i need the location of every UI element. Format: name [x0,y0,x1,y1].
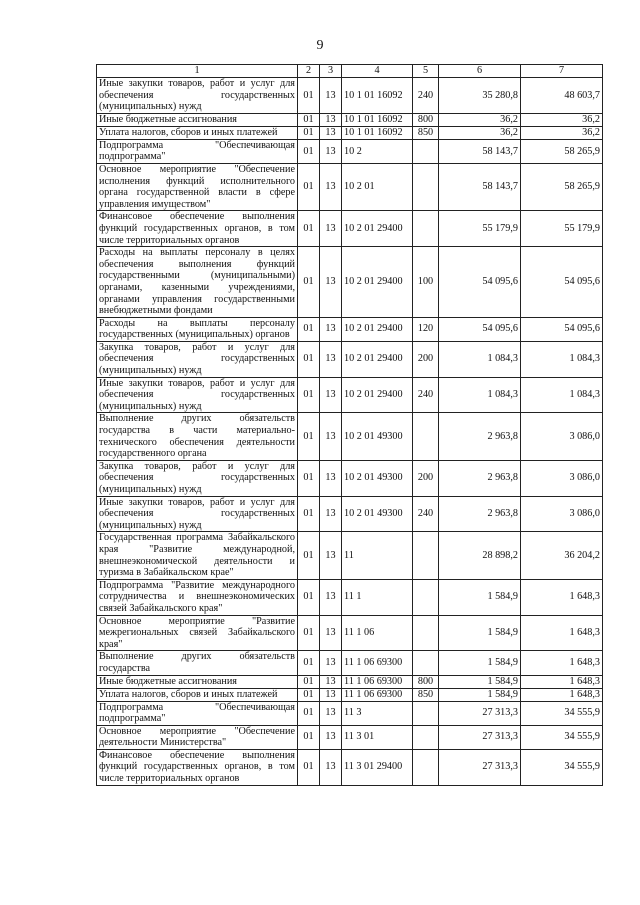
table-row [97,496,603,532]
row-amount-year1: 2 963,8 [439,496,521,532]
row-target-code: 11 1 06 69300 [342,651,413,675]
row-name: Подпрограмма "Развитие международного сотрудничества и внешнеэкономических связей Забайкальского края" [97,579,298,615]
row-section: 01 [298,317,320,341]
table-row [97,651,603,675]
row-target-code: 10 1 01 16092 [342,113,413,126]
table-row [97,675,603,688]
row-amount-year1: 1 584,9 [439,651,521,675]
row-target-code: 10 2 01 29400 [342,211,413,247]
row-section: 01 [298,460,320,496]
row-subsection: 13 [320,126,342,139]
row-expense-type: 100 [413,247,439,318]
row-expense-type [413,615,439,651]
column-header: 7 [521,65,603,78]
row-amount-year2: 1 084,3 [521,377,603,413]
row-amount-year2: 48 603,7 [521,78,603,114]
row-section: 01 [298,341,320,377]
row-section: 01 [298,163,320,210]
table-row [97,139,603,163]
row-amount-year1: 36,2 [439,113,521,126]
row-subsection: 13 [320,749,342,785]
table-row [97,725,603,749]
row-target-code: 11 1 06 69300 [342,675,413,688]
row-expense-type [413,579,439,615]
header-row [97,65,603,78]
row-amount-year2: 1 648,3 [521,615,603,651]
row-subsection: 13 [320,675,342,688]
row-section: 01 [298,78,320,114]
row-subsection: 13 [320,139,342,163]
row-expense-type: 120 [413,317,439,341]
row-amount-year2: 1 084,3 [521,341,603,377]
row-amount-year1: 27 313,3 [439,725,521,749]
row-subsection: 13 [320,247,342,318]
row-expense-type [413,749,439,785]
row-section: 01 [298,377,320,413]
row-subsection: 13 [320,78,342,114]
row-name: Основное мероприятие "Обеспечение исполнения функций исполнительного органа государственной власти в сфере управления имуществом" [97,163,298,210]
row-section: 01 [298,701,320,725]
row-target-code: 10 2 01 29400 [342,247,413,318]
row-amount-year1: 2 963,8 [439,460,521,496]
row-amount-year2: 1 648,3 [521,675,603,688]
row-section: 01 [298,211,320,247]
row-target-code: 10 2 01 29400 [342,377,413,413]
row-subsection: 13 [320,413,342,460]
column-header: 3 [320,65,342,78]
table-row [97,701,603,725]
row-amount-year2: 1 648,3 [521,688,603,701]
row-section: 01 [298,413,320,460]
row-amount-year1: 1 084,3 [439,341,521,377]
row-amount-year1: 27 313,3 [439,749,521,785]
row-amount-year1: 54 095,6 [439,317,521,341]
row-target-code: 10 2 01 49300 [342,413,413,460]
table-row [97,247,603,318]
row-expense-type: 240 [413,377,439,413]
row-expense-type [413,413,439,460]
table-row [97,211,603,247]
row-section: 01 [298,688,320,701]
table-row [97,615,603,651]
row-amount-year1: 1 584,9 [439,688,521,701]
budget-table [96,64,603,786]
row-section: 01 [298,247,320,318]
table-row [97,377,603,413]
row-target-code: 10 1 01 16092 [342,78,413,114]
table-row [97,78,603,114]
row-name: Иные бюджетные ассигнования [97,675,298,688]
row-amount-year1: 1 584,9 [439,675,521,688]
row-amount-year2: 58 265,9 [521,139,603,163]
row-name: Выполнение других обязательств государства в части материально-технического обеспечения деятельности государственного органа [97,413,298,460]
row-expense-type: 200 [413,341,439,377]
row-amount-year1: 2 963,8 [439,413,521,460]
row-amount-year1: 36,2 [439,126,521,139]
row-expense-type: 850 [413,688,439,701]
row-name: Иные бюджетные ассигнования [97,113,298,126]
row-amount-year1: 58 143,7 [439,139,521,163]
row-expense-type: 200 [413,460,439,496]
row-subsection: 13 [320,688,342,701]
row-name: Иные закупки товаров, работ и услуг для обеспечения государственных (муниципальных) нужд [97,496,298,532]
table-row [97,532,603,579]
row-name: Финансовое обеспечение выполнения функций государственных органов, в том числе территориальных органов [97,211,298,247]
row-target-code: 10 2 01 49300 [342,460,413,496]
row-subsection: 13 [320,701,342,725]
row-target-code: 10 2 01 29400 [342,317,413,341]
row-subsection: 13 [320,211,342,247]
row-amount-year2: 34 555,9 [521,725,603,749]
row-name: Закупка товаров, работ и услуг для обеспечения государственных (муниципальных) нужд [97,341,298,377]
row-target-code: 11 3 01 29400 [342,749,413,785]
row-section: 01 [298,139,320,163]
row-target-code: 10 2 01 [342,163,413,210]
row-section: 01 [298,113,320,126]
column-header: 2 [298,65,320,78]
row-target-code: 10 2 01 29400 [342,341,413,377]
row-amount-year2: 34 555,9 [521,701,603,725]
row-amount-year1: 1 584,9 [439,615,521,651]
row-amount-year2: 54 095,6 [521,247,603,318]
table-row [97,579,603,615]
row-subsection: 13 [320,460,342,496]
row-amount-year2: 55 179,9 [521,211,603,247]
row-name: Иные закупки товаров, работ и услуг для обеспечения государственных (муниципальных) нужд [97,377,298,413]
row-expense-type: 240 [413,78,439,114]
table-row [97,126,603,139]
row-section: 01 [298,675,320,688]
row-amount-year2: 36,2 [521,113,603,126]
table-row [97,317,603,341]
row-amount-year2: 3 086,0 [521,496,603,532]
column-header: 1 [97,65,298,78]
column-header: 4 [342,65,413,78]
row-name: Иные закупки товаров, работ и услуг для обеспечения государственных (муниципальных) нужд [97,78,298,114]
table-row [97,688,603,701]
table-row [97,749,603,785]
row-amount-year1: 58 143,7 [439,163,521,210]
row-name: Закупка товаров, работ и услуг для обеспечения государственных (муниципальных) нужд [97,460,298,496]
row-amount-year2: 34 555,9 [521,749,603,785]
row-subsection: 13 [320,532,342,579]
table-body [97,78,603,786]
table-row [97,113,603,126]
row-amount-year2: 3 086,0 [521,413,603,460]
row-name: Расходы на выплаты персоналу в целях обеспечения выполнения функций государственными (муниципальными) органами, казенными учреждениями, органами управления государственными внебюджетными фондами [97,247,298,318]
row-section: 01 [298,749,320,785]
row-amount-year2: 1 648,3 [521,579,603,615]
row-section: 01 [298,579,320,615]
row-expense-type [413,211,439,247]
table-row [97,163,603,210]
row-amount-year1: 35 280,8 [439,78,521,114]
row-expense-type: 800 [413,675,439,688]
row-section: 01 [298,126,320,139]
row-expense-type [413,532,439,579]
row-target-code: 11 [342,532,413,579]
row-target-code: 11 3 01 [342,725,413,749]
table-row [97,460,603,496]
row-expense-type [413,163,439,210]
row-amount-year1: 1 584,9 [439,579,521,615]
row-target-code: 11 3 [342,701,413,725]
row-amount-year1: 27 313,3 [439,701,521,725]
row-amount-year1: 54 095,6 [439,247,521,318]
row-name: Подпрограмма "Обеспечивающая подпрограмма" [97,701,298,725]
row-subsection: 13 [320,725,342,749]
row-expense-type [413,701,439,725]
row-name: Расходы на выплаты персоналу государственных (муниципальных) органов [97,317,298,341]
row-section: 01 [298,651,320,675]
row-name: Подпрограмма "Обеспечивающая подпрограмма" [97,139,298,163]
row-amount-year1: 55 179,9 [439,211,521,247]
row-section: 01 [298,725,320,749]
row-amount-year1: 1 084,3 [439,377,521,413]
row-expense-type [413,725,439,749]
row-name: Финансовое обеспечение выполнения функций государственных органов, в том числе территориальных органов [97,749,298,785]
row-subsection: 13 [320,163,342,210]
row-subsection: 13 [320,615,342,651]
row-subsection: 13 [320,651,342,675]
row-amount-year2: 1 648,3 [521,651,603,675]
row-section: 01 [298,532,320,579]
row-name: Выполнение других обязательств государства [97,651,298,675]
column-header: 5 [413,65,439,78]
row-expense-type: 800 [413,113,439,126]
row-name: Уплата налогов, сборов и иных платежей [97,688,298,701]
row-amount-year1: 28 898,2 [439,532,521,579]
row-section: 01 [298,615,320,651]
row-subsection: 13 [320,496,342,532]
row-name: Уплата налогов, сборов и иных платежей [97,126,298,139]
row-subsection: 13 [320,579,342,615]
row-target-code: 10 2 [342,139,413,163]
column-header: 6 [439,65,521,78]
row-amount-year2: 36,2 [521,126,603,139]
row-section: 01 [298,496,320,532]
row-target-code: 10 1 01 16092 [342,126,413,139]
table-row [97,341,603,377]
row-subsection: 13 [320,317,342,341]
table-row [97,413,603,460]
row-expense-type: 850 [413,126,439,139]
row-amount-year2: 58 265,9 [521,163,603,210]
row-name: Основное мероприятие "Развитие межрегиональных связей Забайкальского края" [97,615,298,651]
row-amount-year2: 54 095,6 [521,317,603,341]
row-name: Государственная программа Забайкальского края "Развитие международной, внешнеэкономической деятельности и туризма в Забайкальском крае" [97,532,298,579]
row-expense-type [413,139,439,163]
row-subsection: 13 [320,377,342,413]
row-subsection: 13 [320,341,342,377]
row-expense-type [413,651,439,675]
row-target-code: 10 2 01 49300 [342,496,413,532]
row-amount-year2: 3 086,0 [521,460,603,496]
row-expense-type: 240 [413,496,439,532]
row-target-code: 11 1 06 [342,615,413,651]
row-target-code: 11 1 [342,579,413,615]
row-subsection: 13 [320,113,342,126]
row-amount-year2: 36 204,2 [521,532,603,579]
page-number: 9 [316,38,324,53]
row-name: Основное мероприятие "Обеспечение деятельности Министерства" [97,725,298,749]
row-target-code: 11 1 06 69300 [342,688,413,701]
